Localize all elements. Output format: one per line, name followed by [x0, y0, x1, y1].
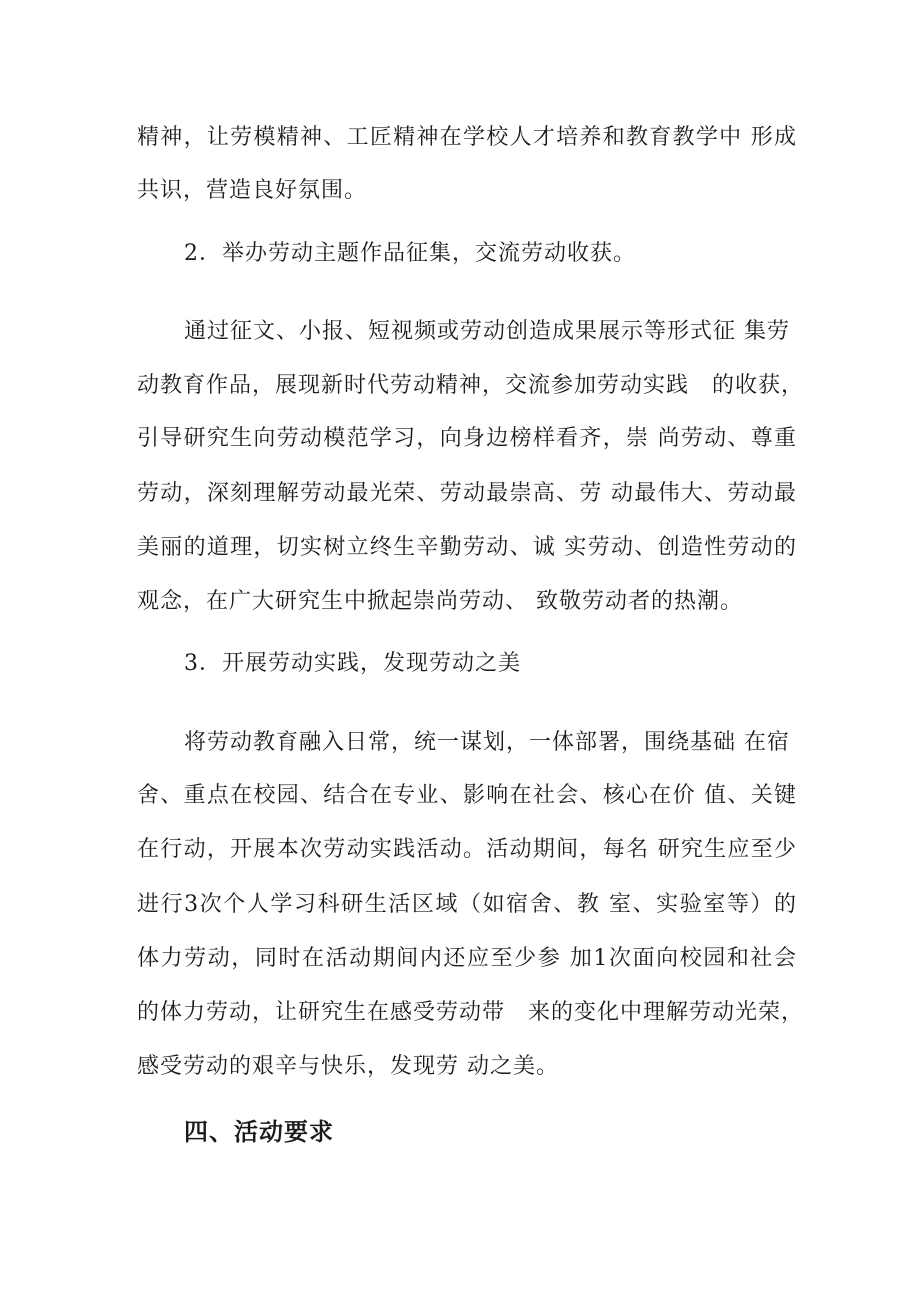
- paragraph-2-line-4: 劳动，深刻理解劳动最光荣、劳动最崇高、劳 动最伟大、劳动最: [137, 481, 797, 506]
- paragraph-1-line-1: 精神，让劳模精神、工匠精神在学校人才培养和教育教学中 形成: [137, 125, 797, 150]
- paragraph-2-line-2: 动教育作品，展现新时代劳动精神，交流参加劳动实践 的收获，: [137, 373, 805, 398]
- paragraph-2-line-1: 通过征文、小报、短视频或劳动创造成果展示等形式征 集劳: [184, 319, 790, 344]
- section-4-heading: 四、活动要求: [184, 1118, 334, 1146]
- paragraph-2-line-5: 美丽的道理，切实树立终生辛勤劳动、诚 实劳动、创造性劳动的: [137, 535, 797, 560]
- item-2-heading: 2．举办劳动主题作品征集，交流劳动收获。: [184, 241, 636, 266]
- item-3-heading: 3．开展劳动实践，发现劳动之美: [184, 651, 521, 676]
- paragraph-3-line-6: 的体力劳动，让研究生在感受劳动带 来的变化中理解劳动光荣，: [137, 1000, 805, 1025]
- paragraph-3-line-2: 舍、重点在校园、结合在专业、影响在社会、核心在价 值、关键: [137, 783, 797, 808]
- paragraph-3-line-3: 在行动，开展本次劳动实践活动。活动期间，每名 研究生应至少: [137, 837, 797, 862]
- paragraph-2-line-3: 引导研究生向劳动模范学习，向身边榜样看齐，崇 尚劳动、尊重: [137, 426, 797, 451]
- paragraph-1-line-2: 共识，营造良好氛围。: [137, 178, 368, 203]
- paragraph-3-line-5: 体力劳动，同时在活动期间内还应至少参 加1次面向校园和社会: [137, 946, 797, 971]
- paragraph-3-line-7: 感受劳动的艰辛与快乐，发现劳 动之美。: [137, 1054, 559, 1079]
- paragraph-2-line-6: 观念，在广大研究生中掀起崇尚劳动、 致敬劳动者的热潮。: [137, 589, 743, 614]
- paragraph-3-line-1: 将劳动教育融入日常，统一谋划，一体部署，围绕基础 在宿: [184, 730, 790, 755]
- paragraph-3-line-4: 进行3次个人学习科研生活区域（如宿舍、教 室、实验室等）的: [137, 892, 797, 917]
